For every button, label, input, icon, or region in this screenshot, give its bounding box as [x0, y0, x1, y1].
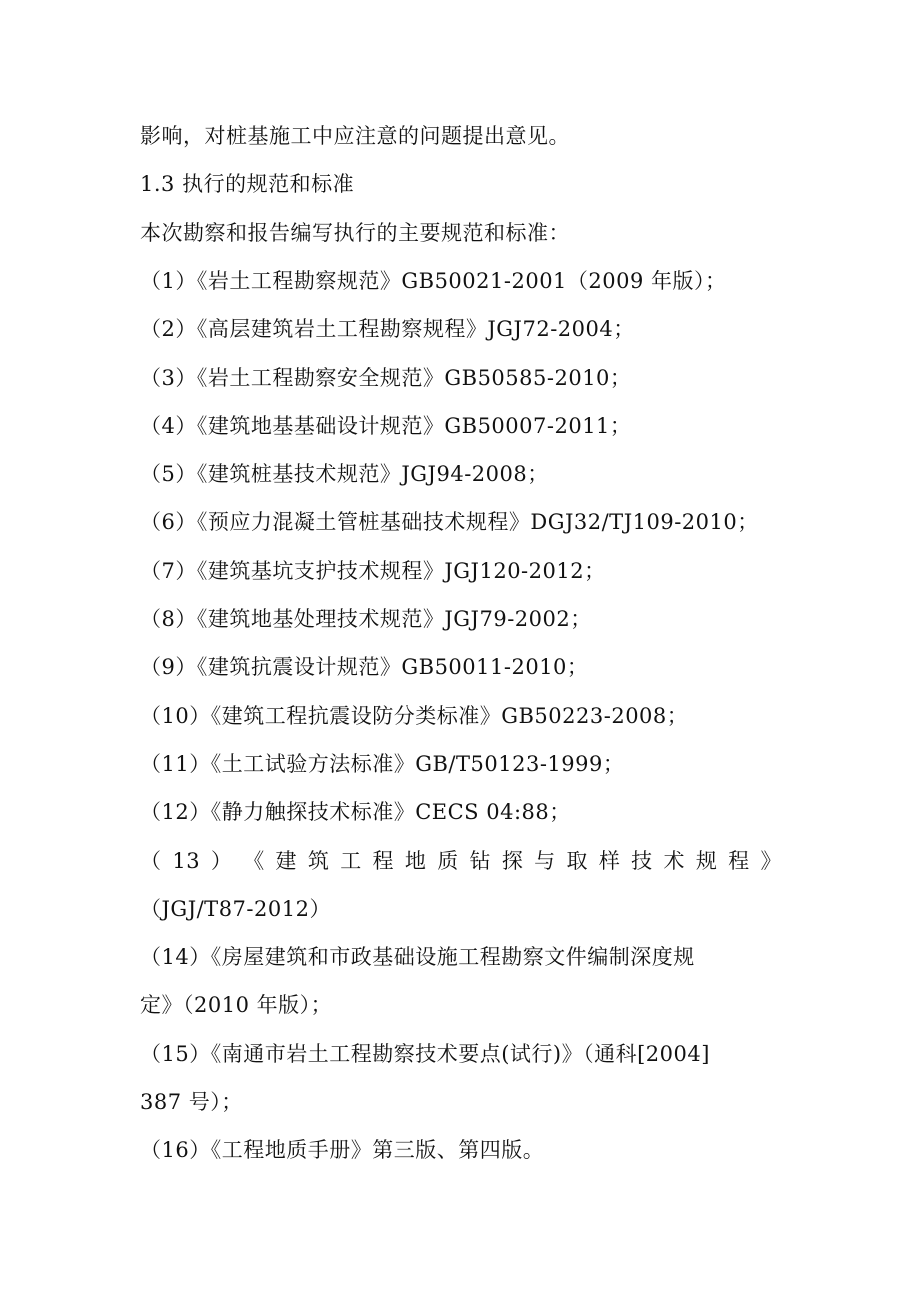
standard-item-16: （16）《工程地质手册》第三版、第四版。 — [140, 1138, 545, 1162]
standard-item-6: （6）《预应力混凝土管桩基础技术规程》DGJ32/TJ109-2010； — [140, 510, 759, 534]
standard-item-9: （9）《建筑抗震设计规范》GB50011-2010； — [140, 655, 589, 679]
standard-item-10: （10）《建筑工程抗震设防分类标准》GB50223-2008； — [140, 704, 689, 728]
standard-item-4: （4）《建筑地基基础设计规范》GB50007-2011； — [140, 414, 632, 438]
standard-item-5: （5）《建筑桩基技术规范》JGJ94-2008； — [140, 462, 549, 486]
standard-item-11: （11）《土工试验方法标准》GB/T50123-1999； — [140, 752, 625, 776]
section-intro-text: 本次勘察和报告编写执行的主要规范和标准： — [140, 221, 570, 245]
standard-item-1: （1）《岩土工程勘察规范》GB50021-2001（2009 年版）； — [140, 269, 727, 293]
standard-item-14-line2: 定》（2010 年版）； — [140, 993, 333, 1017]
standard-item-15-line2: 387 号）； — [140, 1090, 243, 1114]
standard-item-14-line1: （14）《房屋建筑和市政基础设施工程勘察文件编制深度规 — [140, 945, 695, 969]
standard-item-8: （8）《建筑地基处理技术规范》JGJ79-2002； — [140, 607, 592, 631]
intro-tail-text: 影响，对桩基施工中应注意的问题提出意见。 — [140, 124, 570, 148]
standard-item-13-line1: （ 13 ） 《 建 筑 工 程 地 质 钻 探 与 取 样 技 术 规 程 》 — [140, 849, 782, 873]
standard-item-13-line2: （JGJ/T87-2012） — [140, 897, 331, 921]
standard-item-7: （7）《建筑基坑支护技术规程》JGJ120-2012； — [140, 559, 606, 583]
standard-item-12: （12）《静力触探技术标准》CECS 04:88； — [140, 800, 571, 824]
standard-item-15-line1: （15）《南通市岩土工程勘察技术要点(试行)》（通科[2004] — [140, 1042, 710, 1066]
standard-item-2: （2）《高层建筑岩土工程勘察规程》JGJ72-2004； — [140, 317, 635, 341]
standard-item-3: （3）《岩土工程勘察安全规范》GB50585-2010； — [140, 366, 632, 390]
section-heading: 1.3 执行的规范和标准 — [140, 172, 355, 196]
